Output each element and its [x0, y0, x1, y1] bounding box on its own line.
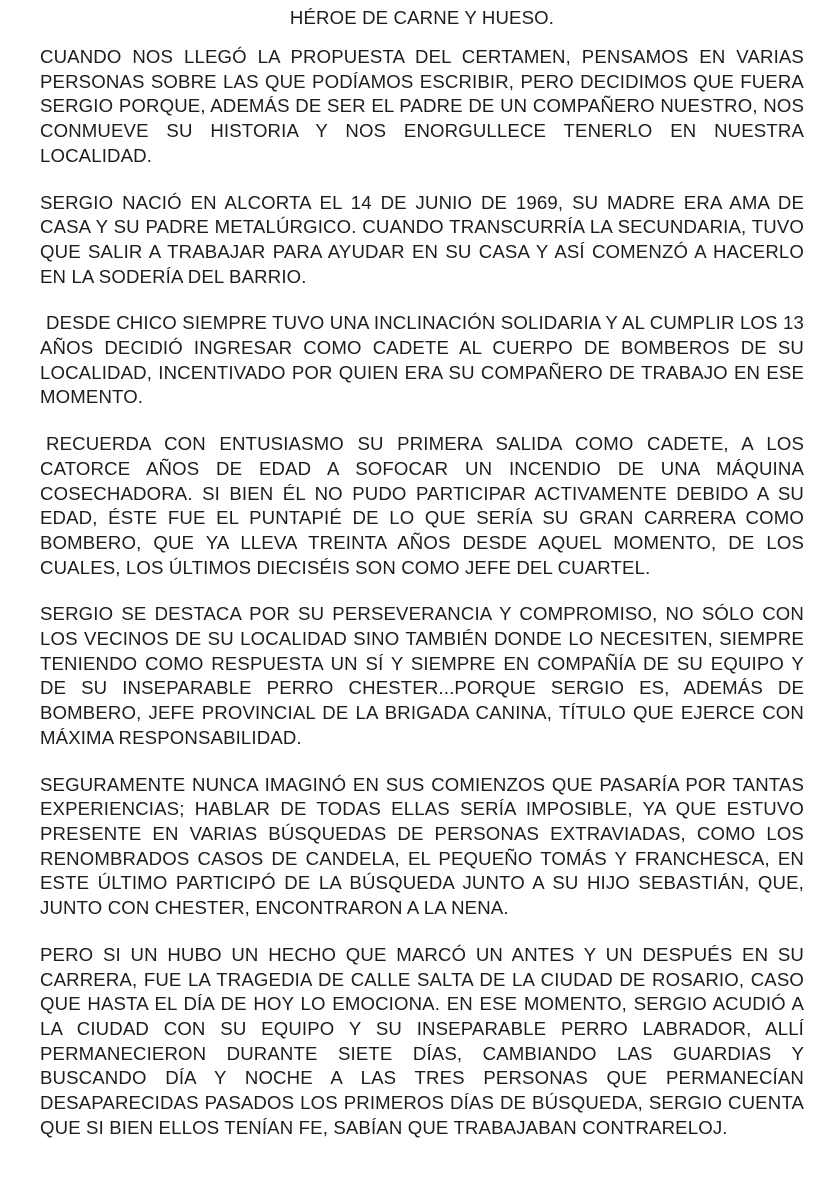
paragraph-4: RECUERDA CON ENTUSIASMO SU PRIMERA SALIDA COMO CADETE, A LOS CATORCE AÑOS DE EDAD A SOFOCAR UN INCENDIO DE UNA MÁQUINA COSECHADORA. SI BIEN ÉL NO PUDO PARTICIPAR ACTIVAMENTE DEBIDO A SU EDAD, ÉSTE FUE EL PUNTAPIÉ DE LO QUE SERÍA SU GRAN CARRERA COMO BOMBERO, QUE YA LLEVA TREINTA AÑOS DESDE AQUEL MOMENTO, DE LOS CUALES, LOS ÚLTIMOS DIECISÉIS SON COMO JEFE DEL CUARTEL.	[40, 433, 804, 578]
paragraph-1: CUANDO NOS LLEGÓ LA PROPUESTA DEL CERTAMEN, PENSAMOS EN VARIAS PERSONAS SOBRE LAS QUE PODÍAMOS ESCRIBIR, PERO DECIDIMOS QUE FUERA SERGIO PORQUE, ADEMÁS DE SER EL PADRE DE UN COMPAÑERO NUESTRO, NOS CONMUEVE SU HISTORIA Y NOS ENORGULLECE TENERLO EN NUESTRA LOCALIDAD.	[40, 46, 804, 166]
paragraph-3: DESDE CHICO SIEMPRE TUVO UNA INCLINACIÓN SOLIDARIA Y AL CUMPLIR LOS 13 AÑOS DECIDIÓ INGRESAR COMO CADETE AL CUERPO DE BOMBEROS DE SU LOCALIDAD, INCENTIVADO POR QUIEN ERA SU COMPAÑERO DE TRABAJO EN ESE MOMENTO.	[40, 312, 804, 408]
paragraph-2: SERGIO NACIÓ EN ALCORTA EL 14 DE JUNIO DE 1969, SU MADRE ERA AMA DE CASA Y SU PADRE METALÚRGICO. CUANDO TRANSCURRÍA LA SECUNDARIA, TUVO QUE SALIR A TRABAJAR PARA AYUDAR EN SU CASA Y ASÍ COMENZÓ A HACERLO EN LA SODERÍA DEL BARRIO.	[40, 191, 804, 287]
paragraph-5: SERGIO SE DESTACA POR SU PERSEVERANCIA Y COMPROMISO, NO SÓLO CON LOS VECINOS DE SU LOCALIDAD SINO TAMBIÉN DONDE LO NECESITEN, SIEMPRE TENIENDO COMO RESPUESTA UN SÍ Y SIEMPRE EN COMPAÑÍA DE SU EQUIPO Y DE SU INSEPARABLE PERRO CHESTER...PORQUE SERGIO ES, ADEMÁS DE BOMBERO, JEFE PROVINCIAL DE LA BRIGADA CANINA, TÍTULO QUE EJERCE CON MÁXIMA RESPONSABILIDAD.	[40, 603, 804, 748]
paragraph-6: SEGURAMENTE NUNCA IMAGINÓ EN SUS COMIENZOS QUE PASARÍA POR TANTAS EXPERIENCIAS; HABLAR DE TODAS ELLAS SERÍA IMPOSIBLE, YA QUE ESTUVO PRESENTE EN VARIAS BÚSQUEDAS DE PERSONAS EXTRAVIADAS, COMO LOS RENOMBRADOS CASOS DE CANDELA, EL PEQUEÑO TOMÁS Y FRANCHESCA, EN ESTE ÚLTIMO PARTICIPÓ DE LA BÚSQUEDA JUNTO A SU HIJO SEBASTIÁN, QUE, JUNTO CON CHESTER, ENCONTRARON A LA NENA.	[40, 773, 804, 919]
document-title: HÉROE DE CARNE Y HUESO.	[289, 7, 555, 28]
paragraph-7: PERO SI UN HUBO UN HECHO QUE MARCÓ UN ANTES Y UN DESPUÉS EN SU CARRERA, FUE LA TRAGEDIA DE CALLE SALTA DE LA CIUDAD DE ROSARIO, CASO QUE HASTA EL DÍA DE HOY LO EMOCIONA. EN ESE MOMENTO, SERGIO ACUDIÓ A LA CIUDAD CON SU EQUIPO Y SU INSEPARABLE PERRO LABRADOR, ALLÍ PERMANECIERON DURANTE SIETE DÍAS, CAMBIANDO LAS GUARDIAS Y BUSCANDO DÍA Y NOCHE A LAS TRES PERSONAS QUE PERMANECÍAN DESAPARECIDAS PASADOS LOS PRIMEROS DÍAS DE BÚSQUEDA, SERGIO CUENTA QUE SI BIEN ELLOS TENÍAN FE, SABÍAN QUE TRABAJABAN CONTRARELOJ.	[40, 943, 804, 1138]
